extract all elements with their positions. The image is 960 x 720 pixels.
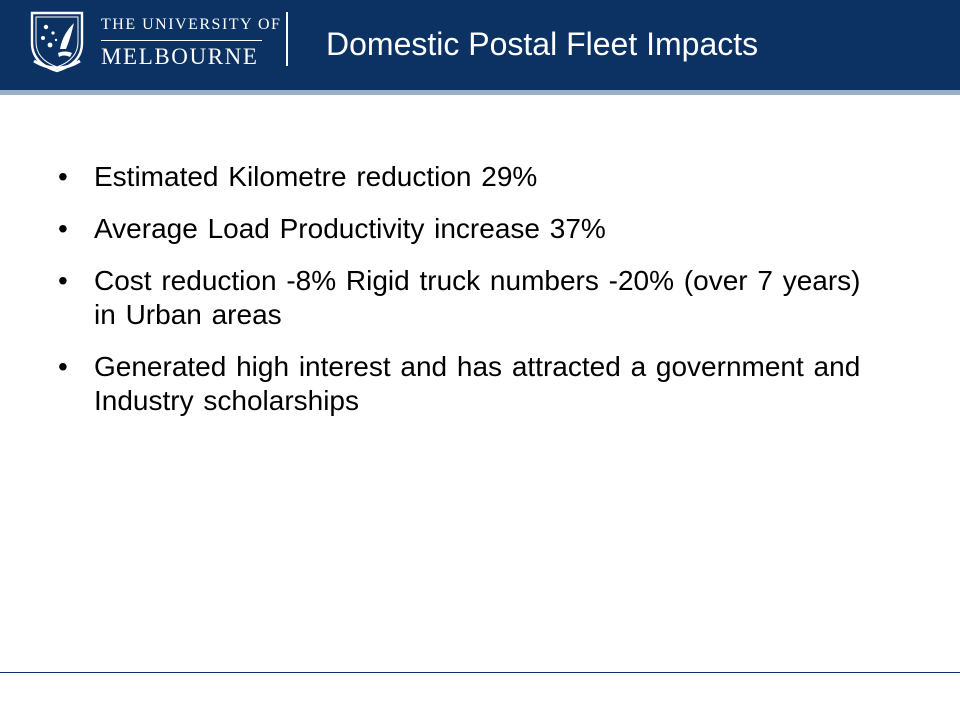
bullet-item — [58, 212, 878, 246]
university-name-bottom: MELBOURNE — [101, 44, 259, 69]
bullet-marker: • — [58, 265, 68, 296]
footer-rule — [0, 672, 960, 673]
bullet-marker: • — [58, 351, 68, 382]
bullet-list — [58, 160, 878, 436]
university-name-top: THE UNIVERSITY OF — [101, 16, 282, 33]
bullet-marker: • — [58, 161, 68, 192]
header-divider — [286, 12, 288, 66]
university-name-rule — [101, 40, 262, 41]
bullet-text: Average Load Productivity increase 37% — [94, 213, 606, 244]
bullet-item — [58, 160, 878, 194]
university-crest-icon — [26, 9, 88, 73]
bullet-text: Generated high interest and has attracted a government and Industry scholarships — [94, 351, 861, 416]
bullet-marker: • — [58, 213, 68, 244]
bullet-text: Estimated Kilometre reduction 29% — [94, 161, 538, 192]
header-banner — [0, 0, 960, 90]
slide-title: Domestic Postal Fleet Impacts — [326, 26, 759, 62]
bullet-item — [58, 350, 878, 418]
bullet-text: Cost reduction -8% Rigid truck numbers -20% (over 7 years) in Urban areas — [94, 265, 861, 330]
header-rule — [0, 90, 960, 95]
bullet-item — [58, 264, 878, 332]
